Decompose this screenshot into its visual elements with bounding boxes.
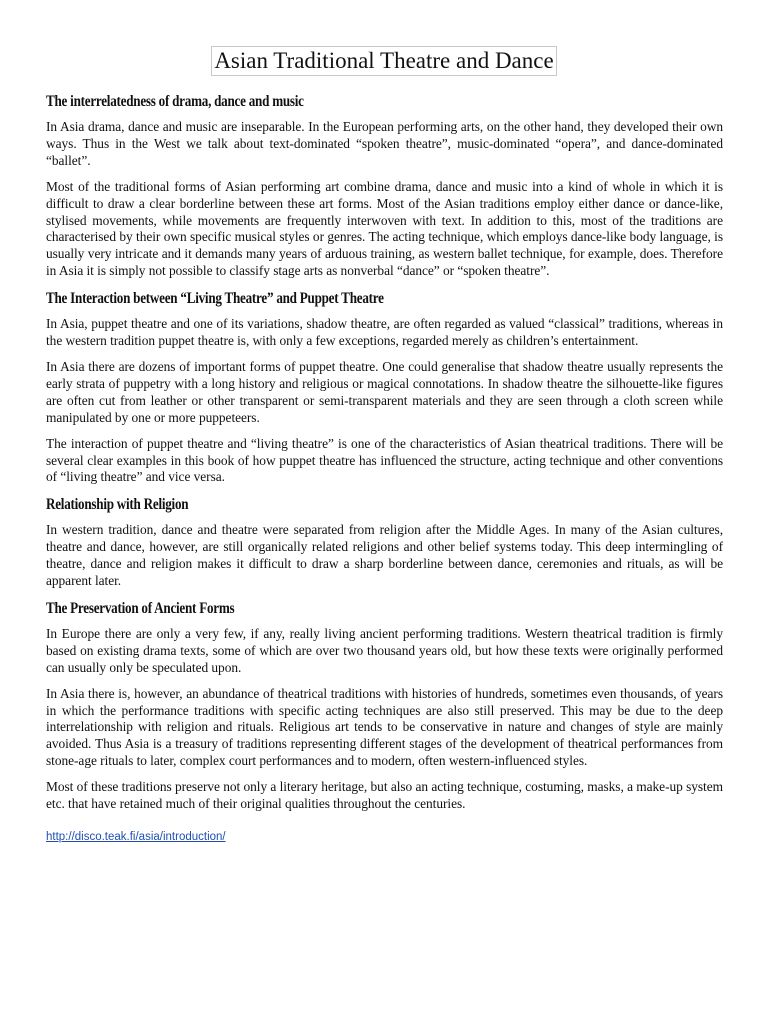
section-heading: The Interaction between “Living Theatre” and Puppet Theatre: [46, 290, 384, 308]
title-wrap: [0, 46, 768, 76]
section-heading: The Preservation of Ancient Forms: [46, 599, 235, 617]
paragraph: In western tradition, dance and theatre were separated from religion after the Middle Ages. In many of the Asian cultures, theatre and dance, however, are still organically related religions and other belief systems today. This deep intermingling of theatre, dance and religion makes it difficult to draw a sharp borderline between dance, ceremonies and rituals, as will be apparent later.: [46, 522, 723, 589]
source-link[interactable]: http://disco.teak.fi/asia/introduction/: [46, 831, 226, 843]
paragraph: In Asia drama, dance and music are inseparable. In the European performing arts, on the other hand, they developed their own ways. Thus in the West we talk about text-dominated “spoken theatre”, music-dominated “opera”, and dance-dominated “ballet”.: [46, 119, 723, 168]
source-link-wrap: [46, 825, 723, 844]
paragraph: Most of the traditional forms of Asian performing art combine drama, dance and music into a kind of whole in which it is difficult to draw a clear borderline between these art forms. Most of the Asian traditions employ either dance or dance-like, stylised movements, while movements are frequently interwoven with text. In addition to this, most of the traditions are characterised by their own specific musical styles or genres. The acting technique, which employs dance-like body language, is usually very intricate and it demands many years of arduous training, as western ballet technique, for example, does. Therefore in Asia it is simply not possible to classify stage arts as nonverbal “dance” or “spoken theatre”.: [46, 178, 723, 279]
document-body: [46, 92, 723, 844]
paragraph: In Europe there are only a very few, if any, really living ancient performing traditions. Western theatrical tradition is firmly based on existing drama texts, some of which are over two thousand years old, but how these texts were originally performed can usually only be speculated upon.: [46, 625, 723, 675]
paragraph: The interaction of puppet theatre and “living theatre” is one of the characteristics of Asian theatrical traditions. There will be several clear examples in this book of how puppet theatre has influenced the structure, acting technique and other conventions of “living theatre” and vice versa.: [46, 435, 723, 485]
section-preservation: [46, 599, 723, 813]
section-religion: [46, 495, 723, 590]
section-interaction: [46, 289, 723, 486]
paragraph: In Asia there is, however, an abundance of theatrical traditions with histories of hundreds, sometimes even thousands, of years in which the performance traditions with specific acting techniques are also still preserved. This may be due to the deep interrelationship with religion and rituals. Religious art tends to be conservative in nature and changes of style are mainly avoided. Thus Asia is a treasury of traditions representing different stages of the development of theatrical performances from stone-age rituals to later, complex court performances and to modern, often western-influenced styles.: [46, 685, 723, 769]
section-heading: Relationship with Religion: [46, 496, 189, 514]
section-heading: The interrelatedness of drama, dance and music: [46, 93, 304, 110]
paragraph: Most of these traditions preserve not only a literary heritage, but also an acting technique, costuming, masks, a make-up system etc. that have retained much of their original qualities throughout the centuries.: [46, 779, 723, 812]
paragraph: In Asia there are dozens of important forms of puppet theatre. One could generalise that shadow theatre usually represents the early strata of puppetry with a long history and religious or magical connotations. In shadow theatre the silhouette-like figures are often cut from leather or other transparent or semi-transparent materials and they are seen through a cloth screen while manipulated by one or more puppeteers.: [46, 358, 723, 425]
section-interrelatedness: [46, 92, 723, 280]
page-title: Asian Traditional Theatre and Dance: [211, 46, 556, 76]
paragraph: In Asia, puppet theatre and one of its variations, shadow theatre, are often regarded as valued “classical” traditions, whereas in the western tradition puppet theatre is, with only a few exceptions, regarded merely as children’s entertainment.: [46, 316, 723, 349]
